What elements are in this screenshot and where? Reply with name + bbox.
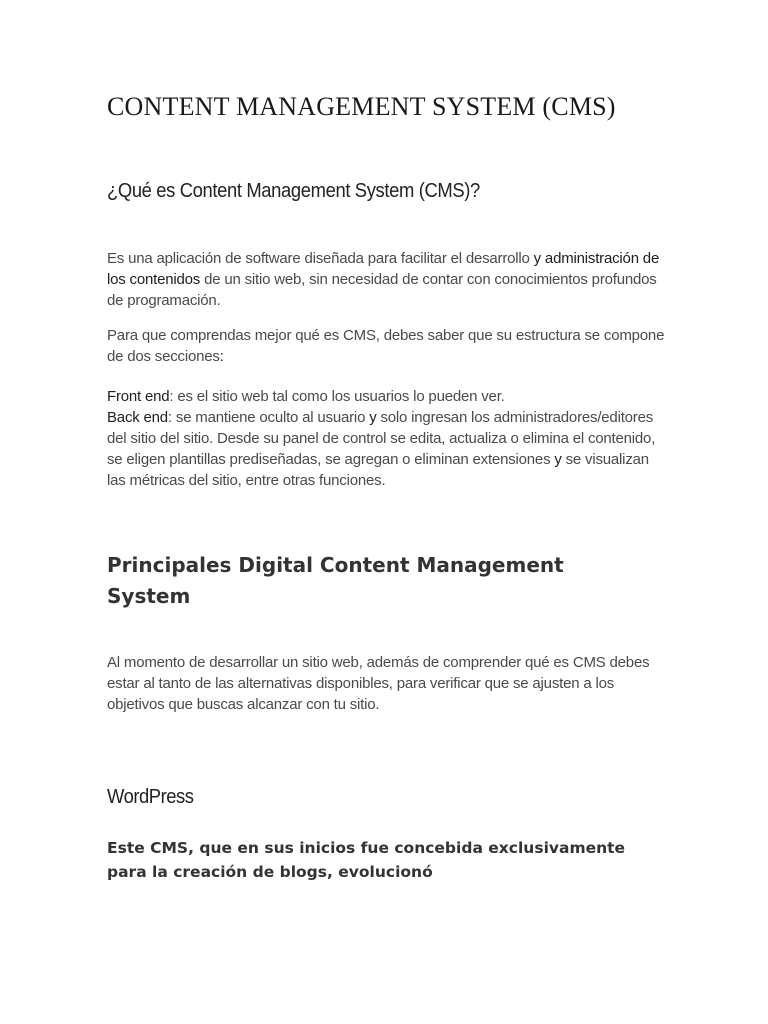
alternatives-paragraph: Al momento de desarrollar un sitio web, además de comprender qué es CMS debes estar al tanto de las alternativas disponibles, para verificar que se ajusten a los objetivos que buscas alcanzar con tu sitio. [107, 654, 650, 713]
intro-paragraph [107, 248, 667, 311]
back-end-description-part2: solo ingresan los administradores/editores del sitio del sitio. Desde su panel de control se edita, actualiza o elimina el contenido, se eligen plantillas prediseñadas, se agregan o eliminan extensiones [107, 409, 656, 468]
structure-text: Para que comprendas mejor qué es CMS, debes saber que su estructura se compone de dos secciones [107, 327, 665, 365]
front-end-term: Front end [107, 388, 170, 405]
section-heading-what-is-cms: ¿Qué es Content Management System (CMS)? [107, 180, 480, 202]
section-heading-principal-cms: Principales Digital Content Management System [107, 553, 564, 608]
back-end-term: Back end [107, 409, 168, 426]
back-end-y1: y [369, 409, 377, 426]
back-end-description-part1: : se mantiene oculto al usuario [167, 409, 370, 426]
intro-highlight: y administración de los contenidos [107, 250, 660, 288]
structure-paragraph [107, 325, 667, 367]
back-end-description-part3: se visualizan las métricas del sitio, entre otras funciones. [107, 451, 649, 489]
ends-paragraph [107, 386, 667, 491]
front-end-description: : es el sitio web tal como los usuarios lo pueden ver. [169, 388, 505, 405]
intro-text-before: Es una aplicación de software diseñada para facilitar el desarrollo [107, 250, 534, 267]
structure-colon: : [219, 348, 224, 365]
document-title: CONTENT MANAGEMENT SYSTEM (CMS) [107, 92, 616, 121]
intro-text-after: de un sitio web, sin necesidad de contar con conocimientos profundos de programación. [107, 271, 657, 309]
section-heading-wordpress: WordPress [107, 786, 194, 808]
wordpress-paragraph: Este CMS, que en sus inicios fue concebida exclusivamente para la creación de blogs, evolucionó [107, 839, 626, 881]
back-end-y2: y [554, 451, 562, 468]
